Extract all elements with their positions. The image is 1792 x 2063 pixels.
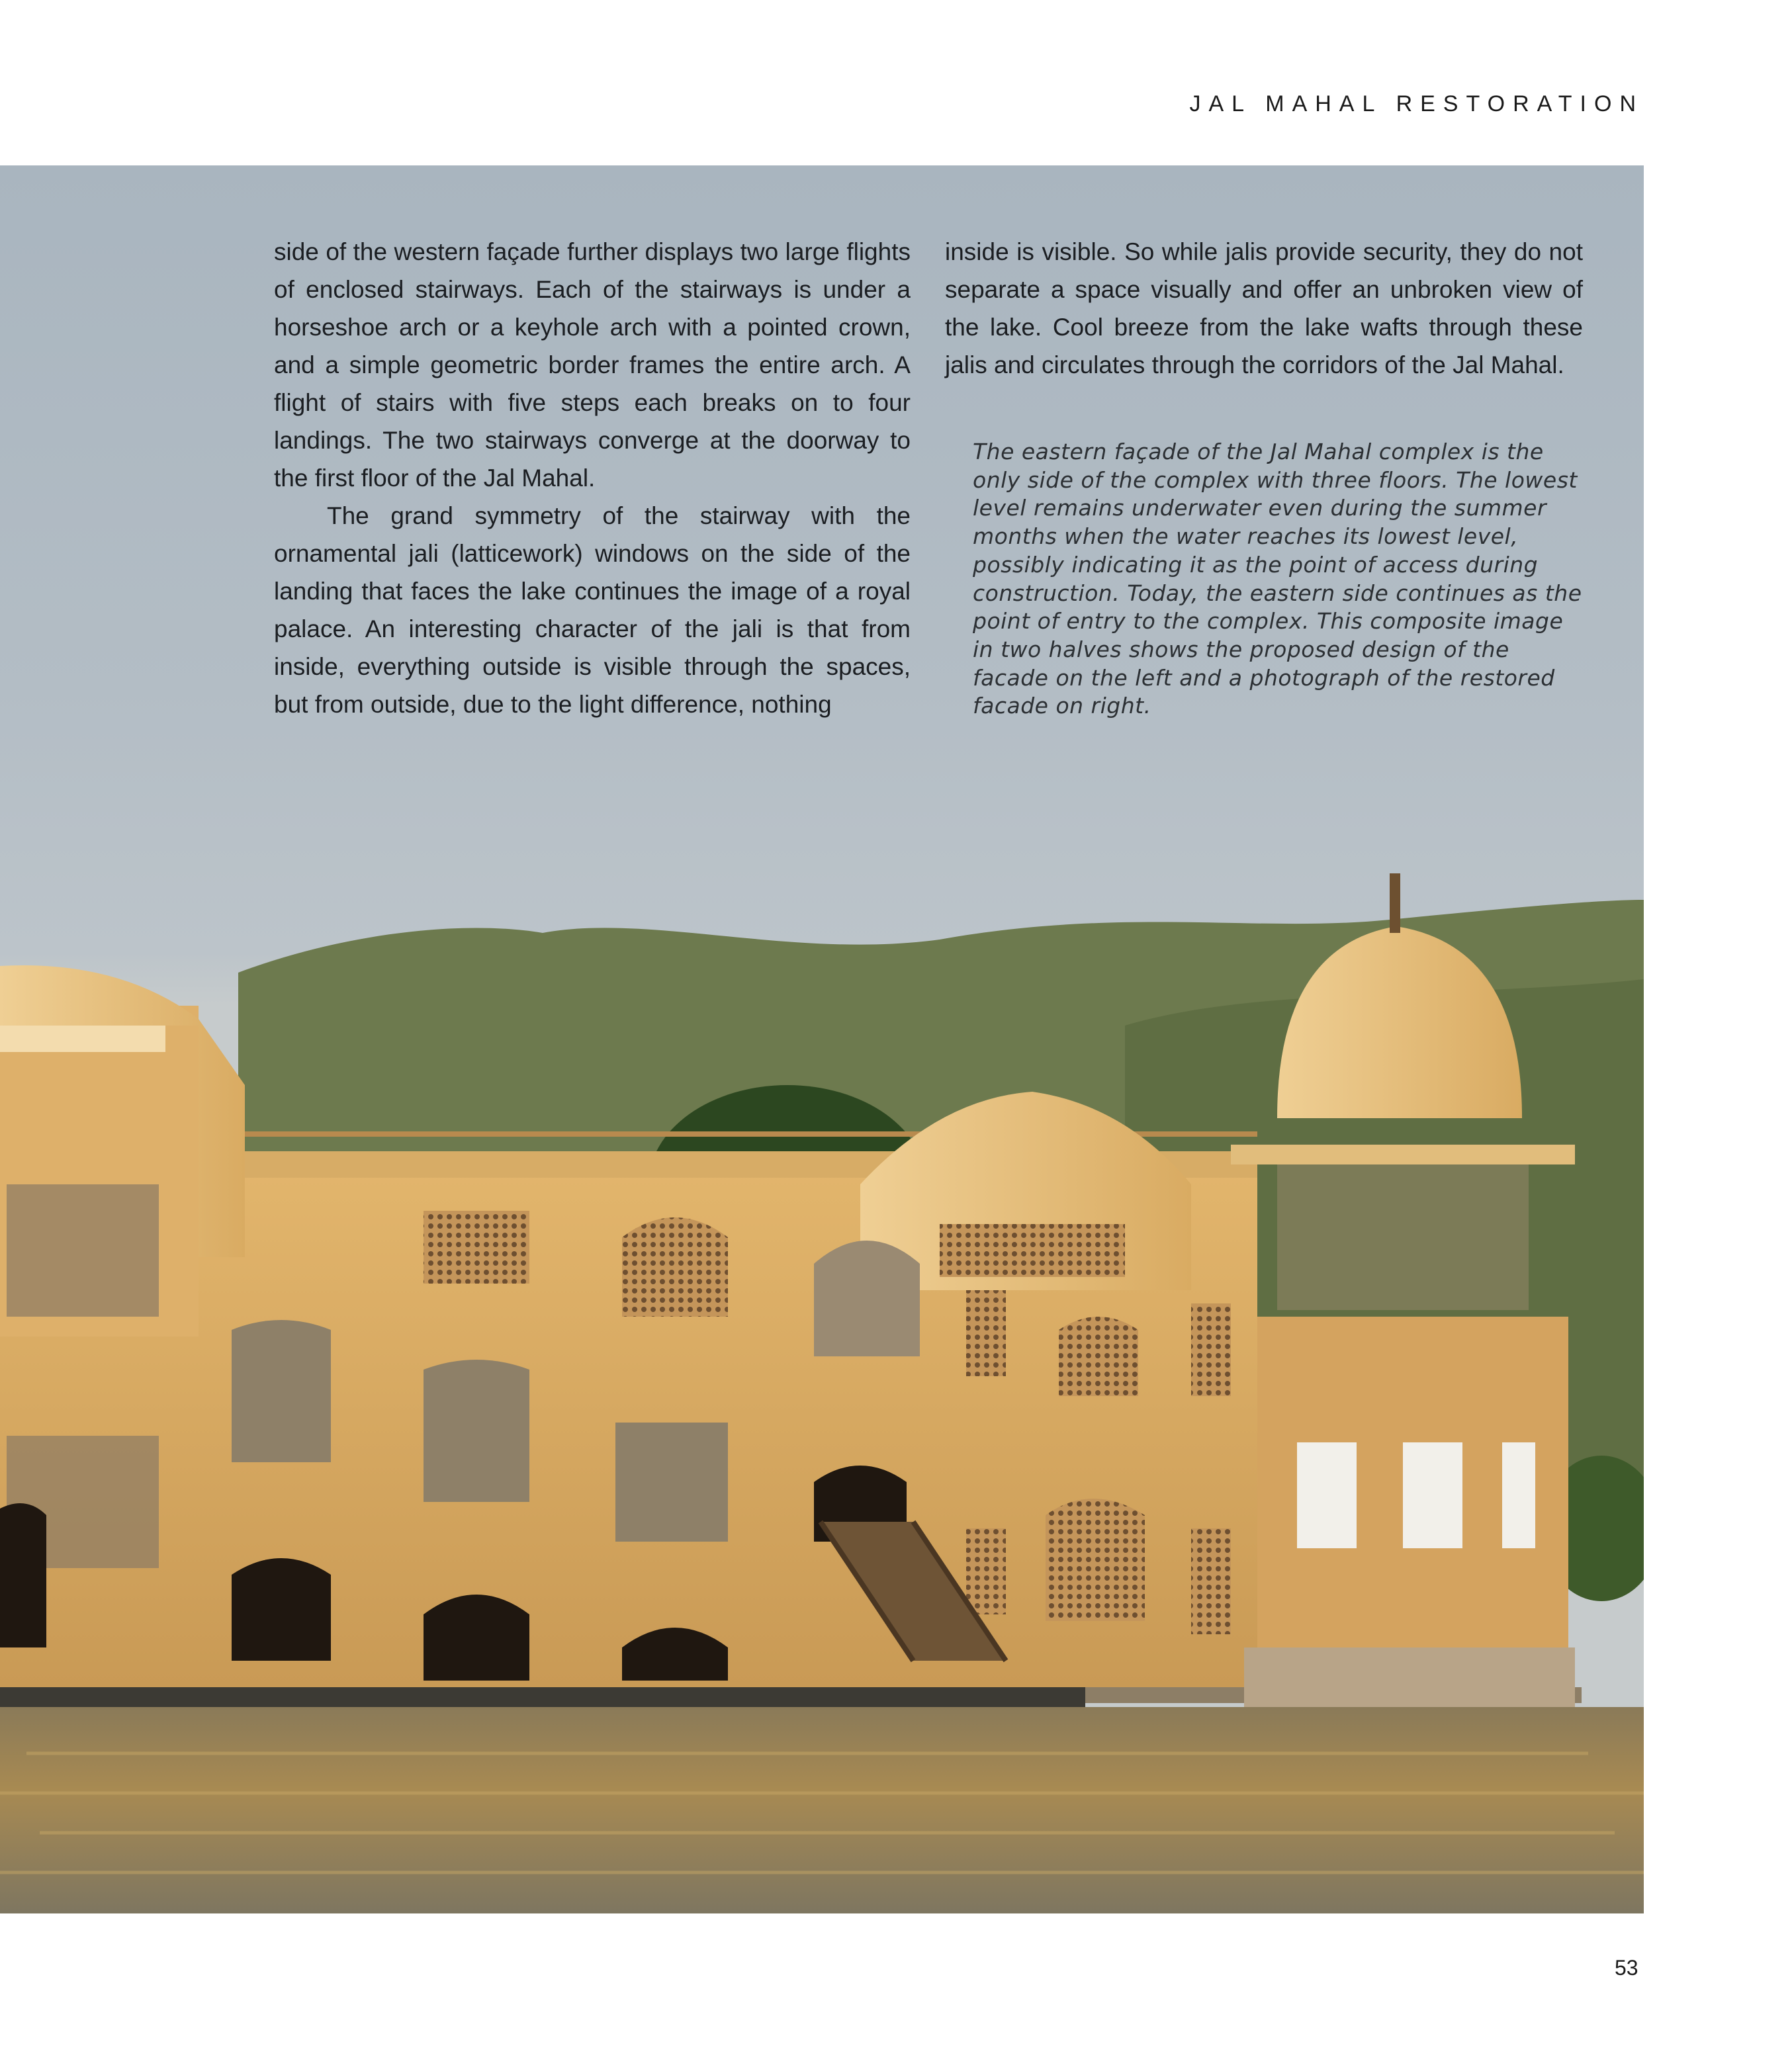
body-text-right-column bbox=[945, 233, 1583, 384]
body-text-left-column bbox=[274, 233, 911, 723]
body-paragraph: side of the western façade further displays two large flights of enclosed stairways. Each of the stairways is under a horseshoe arch or a keyhole arch with a pointed crown, and a simple geometric border frames the entire arch. A flight of stairs with five steps each breaks on to four landings. The two stairways converge at the doorway to the first floor of the Jal Mahal. bbox=[274, 238, 911, 492]
body-paragraph: inside is visible. So while jalis provide security, they do not separate a space visually and offer an unbroken view of the lake. Cool breeze from the lake wafts through these jalis and circulates through the corridors of the Jal Mahal. bbox=[945, 238, 1583, 378]
lake-water bbox=[0, 1707, 1644, 1913]
page-number: 53 bbox=[1615, 1956, 1638, 1980]
photo-caption: The eastern façade of the Jal Mahal complex is the only side of the complex with three floors. The lowest level remains underwater even during the summer months when the water reaches its lowest level, possibly indicating it as the point of access during construction. Today, the eastern side continues as the point of entry to the complex. This composite image in two halves shows the proposed design of the facade on the left and a photograph of the restored facade on right. bbox=[973, 439, 1582, 719]
body-paragraph: The grand symmetry of the stairway with the ornamental jali (latticework) windows on the side of the landing that faces the lake continues the image of a royal palace. An interesting character of the jali is that from inside, everything outside is visible through the spaces, but from outside, due to the light difference, nothing bbox=[274, 502, 911, 718]
running-head: JAL MAHAL RESTORATION bbox=[1189, 91, 1644, 116]
